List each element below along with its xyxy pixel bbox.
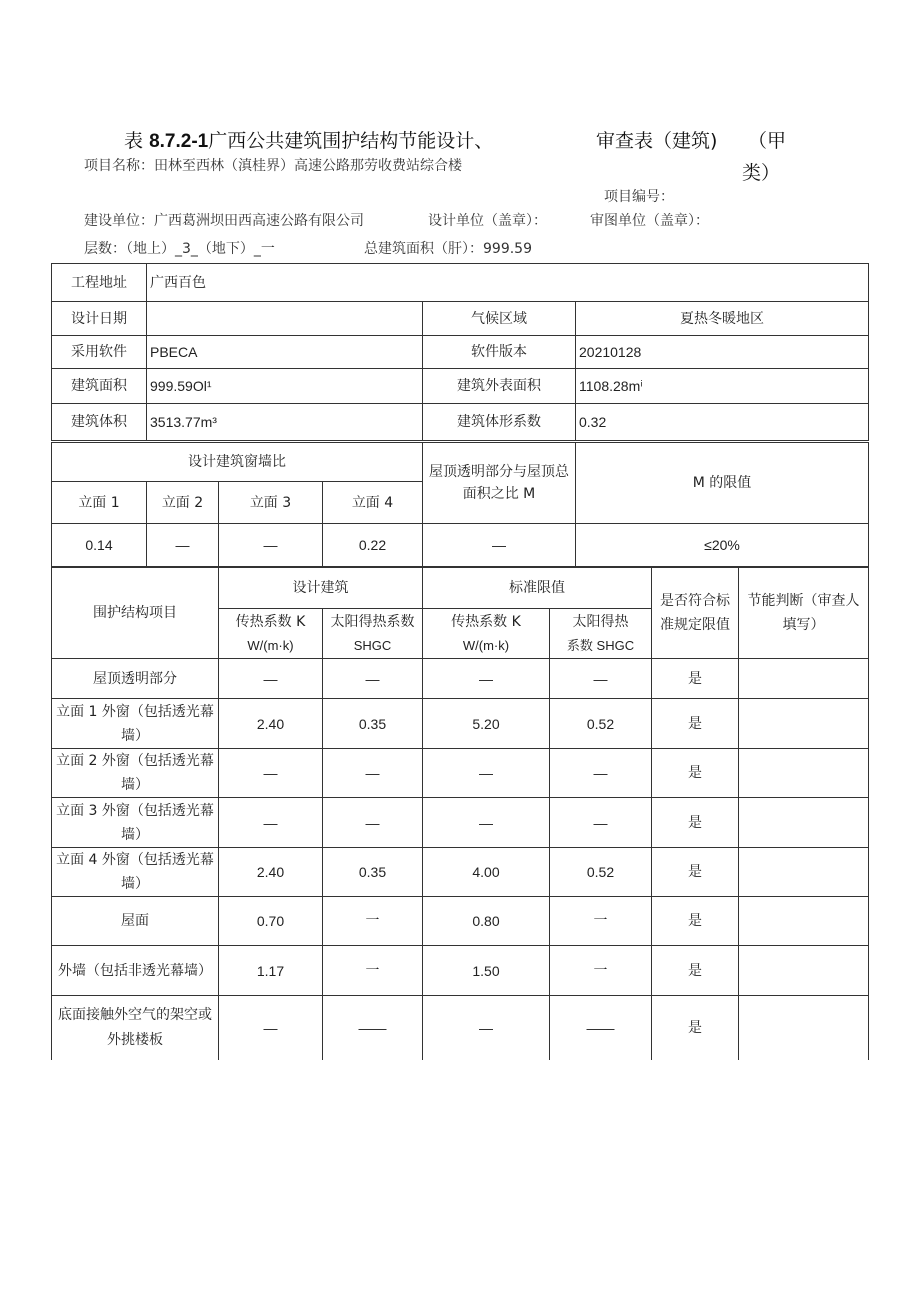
row-shgc: —	[323, 659, 423, 699]
row-k: 0.70	[219, 897, 323, 946]
col-design-header: 设计建筑	[219, 568, 423, 609]
area-label: 建筑面积	[52, 369, 147, 404]
title-main: 广西公共建筑围护结构节能设计、	[208, 130, 494, 152]
design-k-header	[219, 609, 323, 659]
design-unit: 设计单位（盖章）：	[428, 213, 547, 229]
facade-3-label: 立面 3	[219, 482, 323, 524]
col-judge-header: 节能判断（审查人填写）	[739, 568, 869, 659]
row-k-std: —	[423, 996, 550, 1060]
row-comply: 是	[652, 848, 739, 897]
row-k-std: —	[423, 749, 550, 798]
table-row	[52, 946, 869, 996]
row-shgc: ——	[323, 996, 423, 1060]
row-judge[interactable]	[739, 749, 869, 798]
version-value: 20210128	[576, 336, 869, 369]
std-shgc-label: 太阳得热	[572, 613, 629, 630]
climate-value: 夏热冬暖地区	[576, 302, 869, 336]
info-table	[51, 263, 869, 441]
row-k: —	[219, 798, 323, 848]
table-row	[52, 699, 869, 749]
std-shgc-header	[550, 609, 652, 659]
design-k-unit: W/(m·k)	[247, 637, 294, 653]
shape-value: 0.32	[576, 404, 869, 441]
design-k-label: 传热系数 K	[235, 613, 306, 630]
row-shgc-std: 0.52	[550, 699, 652, 749]
title-number: 8.7.2-1	[149, 131, 209, 152]
row-item: 立面 1 外窗（包括透光幕墙）	[52, 699, 219, 749]
volume-value: 3513.77m³	[147, 404, 423, 441]
address-label: 工程地址	[52, 264, 147, 302]
software-label: 采用软件	[52, 336, 147, 369]
row-comply: 是	[652, 996, 739, 1060]
row-k: —	[219, 659, 323, 699]
row-item: 立面 4 外窗（包括透光幕墙）	[52, 848, 219, 897]
row-comply: 是	[652, 699, 739, 749]
row-judge[interactable]	[739, 996, 869, 1060]
row-comply: 是	[652, 798, 739, 848]
volume-label: 建筑体积	[52, 404, 147, 441]
construction-unit: 建设单位：广西葛洲坝田西高速公路有限公司	[84, 213, 364, 229]
row-shgc-std: 0.52	[550, 848, 652, 897]
row-judge[interactable]	[739, 798, 869, 848]
col-standard-header: 标准限值	[423, 568, 652, 609]
area-value: 999.59Ol¹	[147, 369, 423, 404]
shape-label: 建筑体形系数	[423, 404, 576, 441]
title-prefix: 表	[124, 130, 144, 152]
std-k-unit: W/(m·k)	[462, 637, 510, 653]
row-k: 1.17	[219, 946, 323, 996]
row-item: 屋面	[52, 897, 219, 946]
row-item: 底面接触外空气的架空或外挑楼板	[52, 996, 219, 1060]
facade-1-ratio: 0.14	[52, 524, 147, 567]
row-comply: 是	[652, 749, 739, 798]
row-k-std: 4.00	[423, 848, 550, 897]
surface-value: 1108.28mⁱ	[576, 369, 869, 404]
row-k-std: 5.20	[423, 699, 550, 749]
facade-4-label: 立面 4	[323, 482, 423, 524]
row-item: 立面 3 外窗（包括透光幕墙）	[52, 798, 219, 848]
title-category-open: （甲	[748, 130, 787, 152]
row-judge[interactable]	[739, 897, 869, 946]
table-row	[52, 659, 869, 699]
design-shgc-unit: SHGC	[353, 637, 392, 653]
col-comply-header: 是否符合标准规定限值	[652, 568, 739, 659]
table-row	[52, 798, 869, 848]
facade-4-ratio: 0.22	[323, 524, 423, 567]
row-shgc: 一	[323, 946, 423, 996]
std-shgc-unit: 系数 SHGC	[566, 637, 635, 653]
row-shgc-std: —	[550, 798, 652, 848]
project-name: 项目名称：田林至西林（滇桂界）高速公路那劳收费站综合楼	[84, 158, 462, 174]
row-shgc: 0.35	[323, 699, 423, 749]
row-shgc: 一	[323, 897, 423, 946]
design-shgc-label: 太阳得热系数	[330, 613, 415, 630]
row-shgc-std: —	[550, 749, 652, 798]
row-shgc-std: —	[550, 659, 652, 699]
std-k-header	[423, 609, 550, 659]
wwr-header: 设计建筑窗墙比	[52, 443, 423, 482]
row-item: 立面 2 外窗（包括透光幕墙）	[52, 749, 219, 798]
facade-2-ratio: —	[147, 524, 219, 567]
m-limit-value: ≤20%	[576, 524, 869, 567]
skylight-ratio-label: 屋顶透明部分与屋顶总面积之比 M	[423, 443, 576, 524]
software-value: PBECA	[147, 336, 423, 369]
total-area: 总建筑面积（肝）：999.59	[364, 241, 532, 257]
climate-label: 气候区域	[423, 302, 576, 336]
m-limit-label: M 的限值	[576, 443, 869, 524]
row-k-std: 1.50	[423, 946, 550, 996]
row-comply: 是	[652, 897, 739, 946]
col-item-header: 围护结构项目	[52, 568, 219, 659]
table-row	[52, 996, 869, 1060]
row-shgc: —	[323, 798, 423, 848]
design-shgc-header	[323, 609, 423, 659]
review-unit: 审图单位（盖章）：	[590, 213, 709, 229]
row-shgc-std: 一	[550, 897, 652, 946]
row-item: 外墙（包括非透光幕墙）	[52, 946, 219, 996]
date-value	[147, 302, 423, 336]
row-comply: 是	[652, 946, 739, 996]
row-shgc-std: 一	[550, 946, 652, 996]
row-judge[interactable]	[739, 848, 869, 897]
wwr-table	[51, 442, 869, 567]
row-shgc-std: ——	[550, 996, 652, 1060]
row-shgc: —	[323, 749, 423, 798]
table-row	[52, 897, 869, 946]
version-label: 软件版本	[423, 336, 576, 369]
table-row	[52, 749, 869, 798]
title-review: 审查表（建筑)	[596, 130, 718, 152]
row-k: —	[219, 996, 323, 1060]
row-k-std: 0.80	[423, 897, 550, 946]
row-k: 2.40	[219, 699, 323, 749]
row-k: 2.40	[219, 848, 323, 897]
facade-3-ratio: —	[219, 524, 323, 567]
row-judge[interactable]	[739, 699, 869, 749]
facade-2-label: 立面 2	[147, 482, 219, 524]
project-number: 项目编号：	[604, 189, 674, 205]
row-shgc: 0.35	[323, 848, 423, 897]
facade-1-label: 立面 1	[52, 482, 147, 524]
document-title	[124, 126, 493, 153]
table-row	[52, 848, 869, 897]
floors: 层数：（地上）_3_（地下）_一	[84, 241, 275, 257]
row-k: —	[219, 749, 323, 798]
address-value: 广西百色	[147, 264, 869, 302]
date-label: 设计日期	[52, 302, 147, 336]
surface-label: 建筑外表面积	[423, 369, 576, 404]
row-k-std: —	[423, 659, 550, 699]
envelope-table	[51, 567, 869, 1060]
row-judge[interactable]	[739, 946, 869, 996]
title-category-close: 类）	[742, 162, 781, 184]
row-comply: 是	[652, 659, 739, 699]
row-judge[interactable]	[739, 659, 869, 699]
skylight-ratio-value: —	[423, 524, 576, 567]
std-k-label: 传热系数 K	[451, 613, 521, 630]
row-item: 屋顶透明部分	[52, 659, 219, 699]
row-k-std: —	[423, 798, 550, 848]
